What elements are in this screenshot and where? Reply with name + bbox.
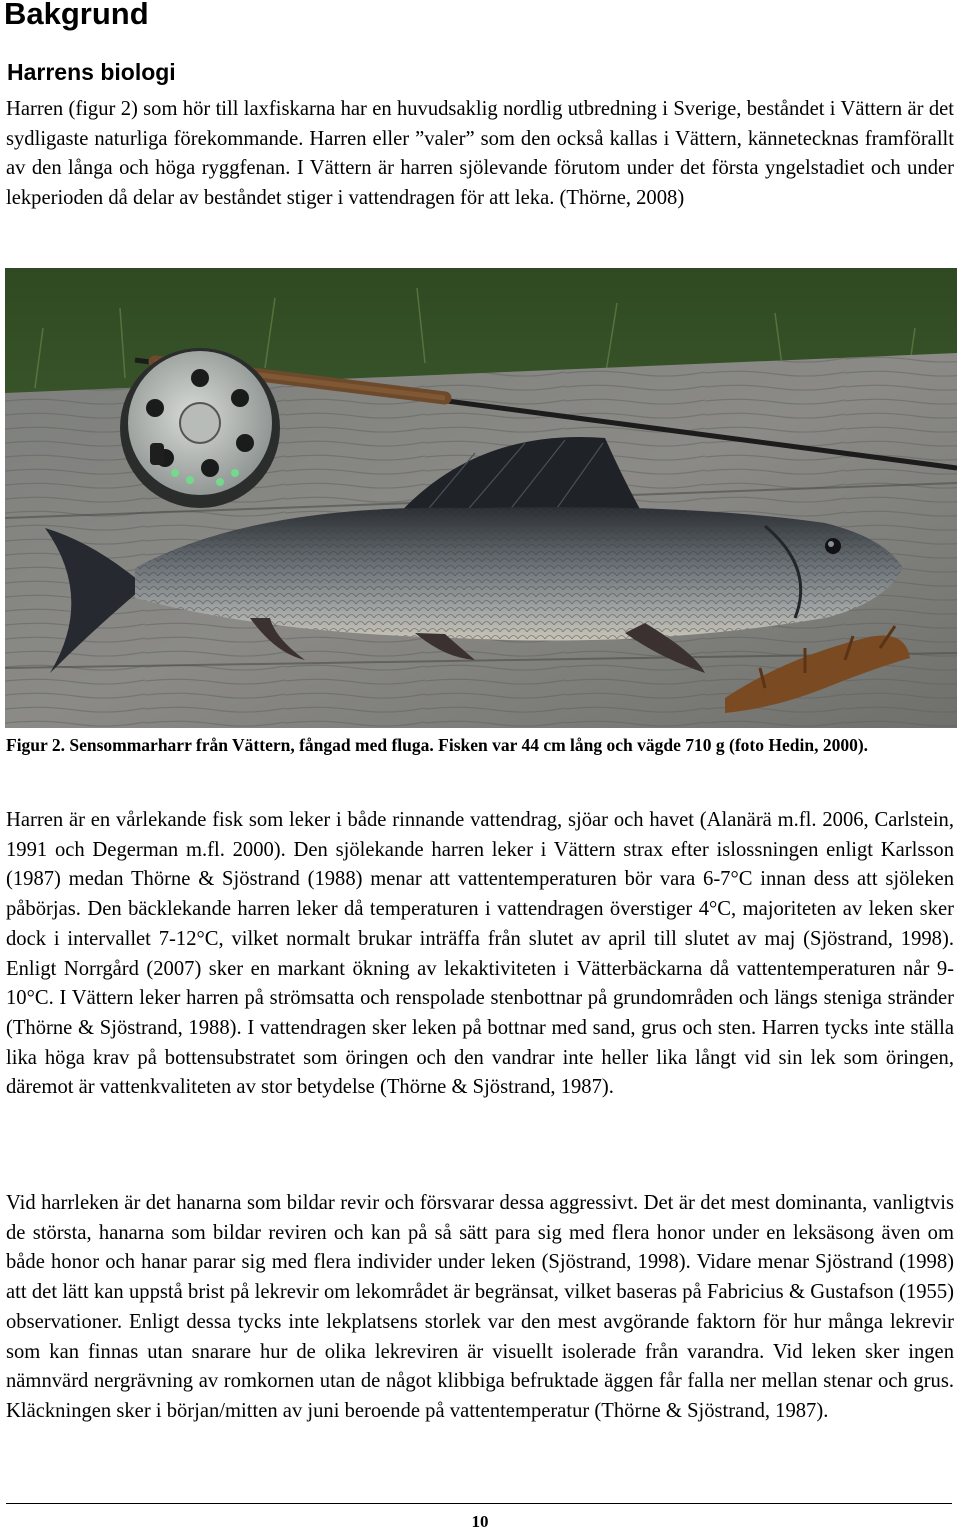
paragraph-territories: Vid harrleken är det hanarna som bildar revir och försvarar dessa aggressivt. Det är det mest dominanta, vanligtvis de största, hanarna som bildar reviren och kan på så sätt para sig med flera honor under en leksäsong även om både honor och hanar parar sig med flera individer under leken (Sjöstrand, 1998). Vidare menar Sjöstrand (1998) att det lätt kan uppstå brist på lekrevir om lekområdet är begränsat, vilket baseras på Fabricius & Gustafson (1955) observationer. Enligt dessa tycks inte lekplatsens storlek var den mest avgörande faktorn för hur många lekrevir som kan finnas utan snarare hur de olika lekreviren är visuellt isolerade från varandra. Vid leken sker ingen nämnvärd nergrävning av romkornen utan de något klibbiga befruktade äggen får falla ner mellan stenar och grus. Kläckningen sker i början/mitten av juni beroende på vattentemperatur (Thörne & Sjöstrand, 1987). [6,1192,954,1422]
page-number: 10 [471,1512,489,1531]
figure-caption: Figur 2. Sensommarharr från Vättern, fångad med fluga. Fisken var 44 cm lång och vägde 710 g (foto Hedin, 2000). [6,735,869,755]
section-title: Bakgrund [4,0,149,31]
footer-rule [6,1503,952,1504]
paragraph-spawning: Harren är en vårlekande fisk som leker i både rinnande vattendrag, sjöar och havet (Alanärä m.fl. 2006, Carlstein, 1991 och Degerman m.fl. 2000). Den sjölekande harren leker i Vättern strax efter islossningen enligt Karlsson (1987) medan Thörne & Sjöstrand (1988) menar att vattentemperaturen bör vara 6-7°C innan dess att sjöleken påbörjas. Den bäcklekande harren leker då temperaturen i vattendragen överstiger 4°C, majoriteten av leken sker dock i intervallet 7-12°C, vilket normalt brukar inträffa från slutet av april till slutet av maj (Sjöstrand, 1998). Enligt Norrgård (2007) sker en markant ökning av lekaktiviteten i Vätterbäckarna då vattentemperaturen når 9-10°C. I Vättern leker harren på strömsatta och renspolade stenbottnar på grundområden och längs steniga stränder (Thörne & Sjöstrand, 1988). I vattendragen sker leken på bottnar med sand, grus och sten. Harren tycks inte ställa lika höga krav på bottensubstratet som öringen och den vandrar inte heller lika långt vid sin lek som öringen, däremot är vattenkvaliteten av stor betydelse (Thörne & Sjöstrand, 1987). [6,809,954,1099]
grayling-fish-photo [5,268,957,728]
paragraph-intro: Harren (figur 2) som hör till laxfiskarna har en huvudsaklig nordlig utbredning i Sverige, beståndet i Vättern är det sydligaste naturliga förekommande. Harren eller ”valer” som den också kallas i Vättern, kännetecknas framförallt av den långa och höga ryggfenan. I Vättern är harren sjölevande förutom under det första yngelstadiet och under lekperioden då delar av beståndet stiger i vattendragen för att leka. (Thörne, 2008) [6,98,954,210]
subsection-title: Harrens biologi [7,59,176,85]
